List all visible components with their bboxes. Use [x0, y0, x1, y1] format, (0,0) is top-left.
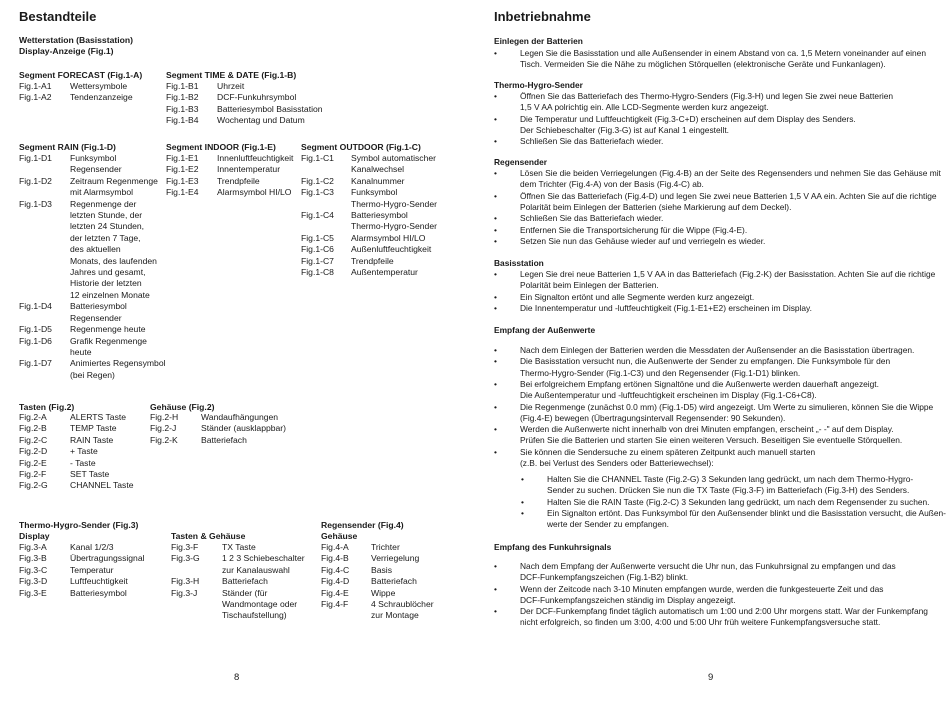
figure-id: Fig.2-G [19, 480, 48, 491]
figure-label: TEMP Taste [70, 423, 117, 434]
figure-id: Fig.3-J [171, 587, 198, 598]
figure-id: Fig.2-C [19, 434, 48, 445]
list-item [166, 104, 367, 115]
figure-label: TX Taste [222, 542, 256, 552]
list-item [301, 233, 461, 244]
bullet-text: Halten Sie die RAIN Taste (Fig.2-C) 3 Sekunden lang gedrückt, um nach dem Regensender zu suchen. [547, 496, 930, 507]
list-item [321, 542, 461, 553]
figure-id: Fig.3-B [19, 553, 47, 564]
figure-label: + Taste [70, 446, 98, 457]
bullet-text: Ein Signalton ertönt und alle Segmente werden kurz angezeigt. [520, 291, 755, 302]
list-item [19, 153, 170, 176]
bullet-icon: • [494, 136, 497, 147]
list-item [19, 588, 160, 599]
figure-id: Fig.2-A [19, 412, 47, 422]
figure-id: Fig.1-C6 [301, 244, 334, 255]
figure-label: Außenluftfeuchtigkeit [351, 244, 432, 255]
figure-id: Fig.1-D1 [19, 153, 52, 163]
list-item [321, 588, 461, 599]
bullet-icon: • [494, 113, 497, 124]
bullet-icon: • [494, 356, 497, 367]
figure-id: Fig.2-K [150, 434, 178, 445]
figure-id: Fig.1-E3 [166, 175, 199, 186]
figure-id: Fig.1-C5 [301, 232, 334, 243]
list-item [19, 435, 150, 446]
figure-id: Fig.3-G [171, 553, 200, 564]
bullet-text: Die Innentemperatur und -luftfeuchtigkeit (Fig.1-E1+E2) erscheinen im Display. [520, 302, 812, 313]
figure-label: Wandaufhängungen [201, 412, 279, 422]
bullet-icon: • [494, 224, 497, 235]
bullet-icon: • [521, 507, 524, 518]
bullet-text: Werden die Außenwerte nicht innerhalb von drei Minuten empfangen, erscheint „- -" auf dem Display. Prüfen Sie die Batterien und starten Sie einen weiteren Versuch. Beseitigen Sie eventuelle Störquellen. [520, 424, 903, 446]
figure-label: Ständer (für Wandmontage oder Tischaufstellung) [222, 587, 298, 621]
figure-id: Fig.3-A [19, 542, 47, 552]
bullet-icon: • [521, 474, 524, 484]
list-item [19, 446, 150, 457]
bullet-icon: • [494, 91, 497, 101]
list-item [171, 576, 322, 587]
figure-id: Fig.1-C7 [301, 255, 334, 266]
figure-label: Alarmsymbol HI/LO [351, 232, 426, 243]
figure-label: Batteriesymbol [70, 587, 127, 598]
figure-id: Fig.1-E2 [166, 164, 199, 175]
section-heading: Basisstation [494, 258, 544, 268]
tastengeh-list [171, 542, 322, 622]
figure-label: Uhrzeit [217, 81, 245, 91]
forecast-heading: Segment FORECAST (Fig.1-A) [19, 70, 143, 80]
list-item [301, 267, 461, 278]
bullet-icon: • [494, 561, 497, 571]
bullet-text: Die Regenmenge (zunächst 0.0 mm) (Fig.1-D5) wird angezeigt. Um Werte zu simulieren, können Sie die Wippe (Fig.4-E) bewegen (Übertragungsintervall Regensender: 90 Sekunden). [520, 401, 934, 423]
list-item [321, 553, 461, 564]
figure-label: Kanalnummer [351, 175, 405, 186]
section-heading: Regensender [494, 157, 548, 167]
figure-label: Innenluftfeuchtigkeit [217, 153, 294, 163]
figure-id: Fig.1-D5 [19, 324, 52, 335]
gehaeuse-list [150, 412, 311, 446]
bullet-icon: • [494, 269, 497, 279]
list-item [19, 542, 160, 553]
figure-label: Übertragungssignal [70, 553, 145, 564]
figure-label: CHANNEL Taste [70, 480, 134, 491]
figure-id: Fig.1-D3 [19, 198, 52, 209]
figure-label: Wippe [371, 587, 396, 598]
bullet-text: Setzen Sie nun das Gehäuse wieder auf und verriegeln es wieder. [520, 235, 766, 246]
figure-label: 1 2 3 Schiebeschalter zur Kanalauswahl [222, 553, 305, 575]
bullet-text: Ein Signalton ertönt. Das Funksymbol für den Außensender blinkt und die Basisstation versucht, die Außen- werte der Sender zu empfangen. [547, 507, 946, 530]
list-item [171, 588, 322, 622]
figure-id: Fig.1-E1 [166, 153, 199, 163]
list-item [301, 176, 461, 187]
list-item [19, 553, 160, 564]
bullet-icon: • [494, 583, 497, 594]
list-item [301, 244, 461, 255]
bullet-text: Öffnen Sie das Batteriefach (Fig.4-D) und legen Sie zwei neue Batterien 1,5 V AA ein. Achten Sie auf die richtige Polarität beim Einlegen der Batterien (siehe Markierung auf dem Deckel). [520, 190, 937, 212]
list-item [19, 358, 170, 381]
list-item [166, 81, 367, 92]
figure-id: Fig.1-B4 [166, 115, 199, 126]
figure-label: Funksymbol Thermo-Hygro-Sender [351, 187, 437, 209]
list-item [171, 542, 322, 553]
list-item [19, 565, 160, 576]
list-item [321, 599, 461, 622]
bullet-text: Bei erfolgreichem Empfang ertönen Signaltöne und die Außenwerte werden dauerhaft angezeigt. Die Außentemperatur und -luftfeuchtigkeit erscheinen im Display (Fig.1-C6+C8). [520, 378, 879, 401]
list-item [19, 576, 160, 587]
bullet-icon: • [494, 213, 497, 224]
bullet-text: Legen Sie drei neue Batterien 1,5 V AA in das Batteriefach (Fig.2-K) der Basisstation. Achten Sie auf die richtige Polarität beim Einlegen der Batterien. [520, 269, 936, 291]
figure-label: Tendenzanzeige [70, 92, 133, 103]
figure-label: Funksymbol Regensender [70, 153, 122, 175]
figure-id: Fig.4-A [321, 542, 349, 552]
figure-label: Temperatur [70, 564, 114, 575]
figure-label: 4 Schraublöcher zur Montage [371, 599, 434, 621]
timedate-list [166, 81, 367, 127]
list-item [321, 576, 461, 587]
tastengeh-heading: Tasten & Gehäuse [171, 531, 246, 541]
bullet-icon: • [494, 446, 497, 457]
tasten-list [19, 412, 150, 492]
bullet-text: Nach dem Einlegen der Batterien werden die Messdaten der Außensender an die Basisstation übertragen. [520, 345, 915, 355]
list-item [19, 458, 150, 469]
list-item [301, 256, 461, 267]
list-item [19, 480, 150, 491]
figure-label: Symbol automatischer Kanalwechsel [351, 153, 437, 175]
figure-id: Fig.3-E [19, 587, 47, 598]
bullet-icon: • [494, 345, 497, 355]
figure-id: Fig.3-D [19, 576, 48, 587]
outdoor-list [301, 153, 461, 278]
section-subtitle: Display-Anzeige (Fig.1) [19, 46, 114, 56]
bullet-text: Schließen Sie das Batteriefach wieder. [520, 136, 664, 147]
rain-list [19, 153, 170, 381]
figure-id: Fig.2-E [19, 457, 47, 468]
figure-id: Fig.1-A1 [19, 81, 52, 91]
figure-id: Fig.1-E4 [166, 187, 199, 198]
figure-id: Fig.2-H [150, 412, 179, 422]
figure-label: Alarmsymbol HI/LO [217, 187, 292, 198]
figure-id: Fig.4-C [321, 564, 350, 575]
figure-id: Fig.4-B [321, 553, 349, 564]
gehaeuse-heading: Gehäuse (Fig.2) [150, 402, 215, 412]
figure-id: Fig.1-B2 [166, 92, 199, 103]
page-number: 9 [708, 672, 714, 683]
left-page-title: Bestandteile [19, 9, 97, 24]
figure-label: Batteriefach [222, 576, 268, 587]
figure-id: Fig.1-C2 [301, 175, 334, 186]
section-heading: Empfang der Außenwerte [494, 325, 596, 335]
list-item [19, 336, 170, 359]
figure-id: Fig.2-D [19, 446, 48, 457]
figure-label: Zeitraum Regenmenge mit Alarmsymbol [70, 175, 158, 198]
figure-label: Kanal 1/2/3 [70, 542, 114, 552]
bullet-icon: • [494, 168, 497, 178]
list-item [150, 412, 311, 423]
figure-id: Fig.1-D4 [19, 301, 52, 312]
indoor-heading: Segment INDOOR (Fig.1-E) [166, 142, 276, 152]
list-item [166, 92, 367, 103]
bullet-text: Legen Sie die Basisstation und alle Außensender in einem Abstand von ca. 1,5 Metern voneinander auf einen Tisch. Vermeiden Sie die Nähe zu möglichen Störquellen (elektronische Geräte und Funkanlagen). [520, 48, 926, 70]
figure-label: DCF-Funkuhrsymbol [217, 92, 297, 103]
figure-id: Fig.1-D6 [19, 335, 52, 346]
figure-id: Fig.1-C1 [301, 153, 334, 163]
figure-label: Batteriefach [201, 434, 247, 445]
figure-label: Ständer (ausklappbar) [201, 423, 287, 434]
list-item [19, 469, 150, 480]
thermo-subheading: Display [19, 531, 50, 541]
list-item [301, 187, 461, 210]
figure-label: Wochentag und Datum [217, 115, 305, 126]
list-item [150, 423, 311, 434]
figure-id: Fig.1-D2 [19, 175, 52, 186]
bullet-text: Entfernen Sie die Transportsicherung für die Wippe (Fig.4-E). [520, 224, 748, 235]
list-item [301, 210, 461, 233]
bullet-icon: • [494, 235, 497, 246]
figure-id: Fig.3-F [171, 542, 199, 552]
list-item [19, 423, 150, 434]
figure-id: Fig.1-B1 [166, 81, 199, 91]
figure-id: Fig.4-E [321, 587, 349, 598]
figure-label: Batteriefach [371, 576, 417, 587]
list-item [301, 153, 461, 176]
page-number: 8 [234, 672, 240, 683]
bullet-icon: • [494, 48, 497, 58]
figure-id: Fig.4-F [321, 599, 349, 610]
figure-id: Fig.1-C8 [301, 267, 334, 278]
list-item [19, 92, 162, 103]
figure-label: Regenmenge heute [70, 324, 146, 335]
figure-id: Fig.1-A2 [19, 92, 52, 103]
figure-id: Fig.1-C4 [301, 210, 334, 221]
timedate-heading: Segment TIME & DATE (Fig.1-B) [166, 70, 297, 80]
figure-label: Batteriesymbol Basisstation [217, 103, 323, 114]
bullet-text: Wenn der Zeitcode nach 3-10 Minuten empfangen wurde, werden die funkgesteuerte Zeit und das DCF-Funkempfangszeichen ständig im Display angezeigt. [520, 583, 884, 605]
bullet-icon: • [494, 291, 497, 302]
outdoor-heading: Segment OUTDOOR (Fig.1-C) [301, 142, 421, 152]
regensender-subheading: Gehäuse [321, 531, 358, 541]
bullet-text: Sie können die Sendersuche zu einem späteren Zeitpunkt auch manuell starten (z.B. bei Verlust des Senders oder Batteriewechsel): [520, 446, 816, 468]
section-heading: Empfang des Funkuhrsignals [494, 542, 612, 552]
bullet-icon: • [494, 401, 497, 412]
thermo-list [19, 542, 160, 599]
list-item [19, 199, 170, 302]
bullet-text: Der DCF-Funkempfang findet täglich automatisch um 1:00 und 2:00 Uhr morgens statt. War der Funkempfang nicht erfolgreich, so finden um 3:00, 4:00 und 5:00 Uhr früh weitere Funkempfangsversuche statt. [520, 606, 928, 628]
list-item [19, 81, 162, 92]
figure-label: Innentemperatur [217, 164, 281, 175]
bullet-text: Die Basisstation versucht nun, die Außenwerte der Sender zu empfangen. Die Funksymbole für den Thermo-Hygro-Sender (Fig.1-C3) und den Regensender (Fig.1-D1) blinken. [520, 356, 891, 378]
figure-label: Batteriesymbol Thermo-Hygro-Sender [351, 210, 437, 232]
bullet-text: Lösen Sie die beiden Verriegelungen (Fig.4-B) an der Seite des Regensenders und nehmen Sie das Gehäuse mit dem Trichter (Fig.4-A) von der Basis (Fig.4-C) ab. [520, 168, 941, 190]
bullet-text: Nach dem Empfang der Außenwerte versucht die Uhr nun, das Funkuhrsignal zu empfangen und das DCF-Funkempfangszeichen (Fig.1-B2) blinkt. [520, 561, 896, 583]
figure-label: ALERTS Taste [70, 412, 127, 422]
section-subtitle: Wetterstation (Basisstation) [19, 35, 133, 45]
list-item [150, 435, 311, 446]
figure-label: Basis [371, 564, 393, 575]
rain-heading: Segment RAIN (Fig.1-D) [19, 142, 116, 152]
figure-label: Trichter [371, 542, 400, 552]
figure-label: Regenmenge der letzten Stunde, der letzten 24 Stunden, der letzten 7 Tage, des aktuellen Monats, des laufenden Jahres und gesamt, Historie der letzten 12 einzelnen Monate [70, 198, 157, 300]
bullet-icon: • [494, 378, 497, 389]
figure-id: Fig.1-B3 [166, 103, 199, 114]
bullet-text: Halten Sie die CHANNEL Taste (Fig.2-G) 3 Sekunden lang gedrückt, um nach dem Thermo-Hygro- Sender zu suchen. Drücken Sie nun die TX Taste (Fig.3-F) im Batteriefach (Fig.3-H) des Senders. [547, 474, 914, 496]
figure-id: Fig.2-F [19, 469, 47, 480]
tasten-heading: Tasten (Fig.2) [19, 402, 75, 412]
bullet-icon: • [494, 606, 497, 617]
bullet-icon: • [494, 190, 497, 201]
bullet-text: Die Temperatur und Luftfeuchtigkeit (Fig.3-C+D) erscheinen auf dem Display des Senders. Der Schiebeschalter (Fig.3-G) ist auf Kanal 1 eingestellt. [520, 113, 856, 135]
regensender-heading: Regensender (Fig.4) [321, 520, 404, 530]
bullet-text: Öffnen Sie das Batteriefach des Thermo-Hygro-Senders (Fig.3-H) und legen Sie zwei neue Batterien 1,5 V AA polrichtig ein. Alle LCD-Segmente werden kurz angezeigt. [520, 91, 894, 113]
bullet-text: Schließen Sie das Batteriefach wieder. [520, 213, 664, 224]
figure-label: Trendpfeile [351, 255, 394, 266]
figure-label: Batteriesymbol Regensender [70, 301, 127, 323]
section-heading: Einlegen der Batterien [494, 36, 583, 46]
figure-id: Fig.4-D [321, 576, 350, 587]
figure-label: Verriegelung [371, 553, 420, 564]
figure-label: - Taste [70, 457, 96, 468]
figure-label: Wettersymbole [70, 81, 128, 91]
figure-label: Animiertes Regensymbol (bei Regen) [70, 358, 166, 380]
figure-id: Fig.1-C3 [301, 187, 334, 198]
figure-id: Fig.3-H [171, 576, 200, 587]
list-item [321, 565, 461, 576]
list-item [19, 412, 150, 423]
thermo-heading: Thermo-Hygro-Sender (Fig.3) [19, 520, 139, 530]
list-item [171, 553, 322, 576]
figure-label: Außentemperatur [351, 267, 418, 278]
bullet-icon: • [521, 496, 524, 507]
section-heading: Thermo-Hygro-Sender [494, 80, 583, 90]
figure-label: Grafik Regenmenge heute [70, 335, 147, 357]
right-page-title: Inbetriebnahme [494, 9, 591, 24]
list-item [166, 115, 367, 126]
figure-id: Fig.2-J [150, 423, 177, 434]
figure-id: Fig.3-C [19, 564, 48, 575]
list-item [19, 324, 170, 335]
figure-label: RAIN Taste [70, 434, 114, 445]
bullet-icon: • [494, 424, 497, 435]
figure-id: Fig.2-B [19, 423, 47, 434]
regensender-list [321, 542, 461, 622]
figure-id: Fig.1-D7 [19, 358, 52, 369]
figure-label: SET Taste [70, 469, 110, 480]
figure-label: Luftfeuchtigkeit [70, 576, 128, 587]
list-item [19, 176, 170, 199]
forecast-list [19, 81, 162, 104]
bullet-icon: • [494, 302, 497, 313]
figure-label: Trendpfeile [217, 175, 260, 186]
list-item [19, 301, 170, 324]
